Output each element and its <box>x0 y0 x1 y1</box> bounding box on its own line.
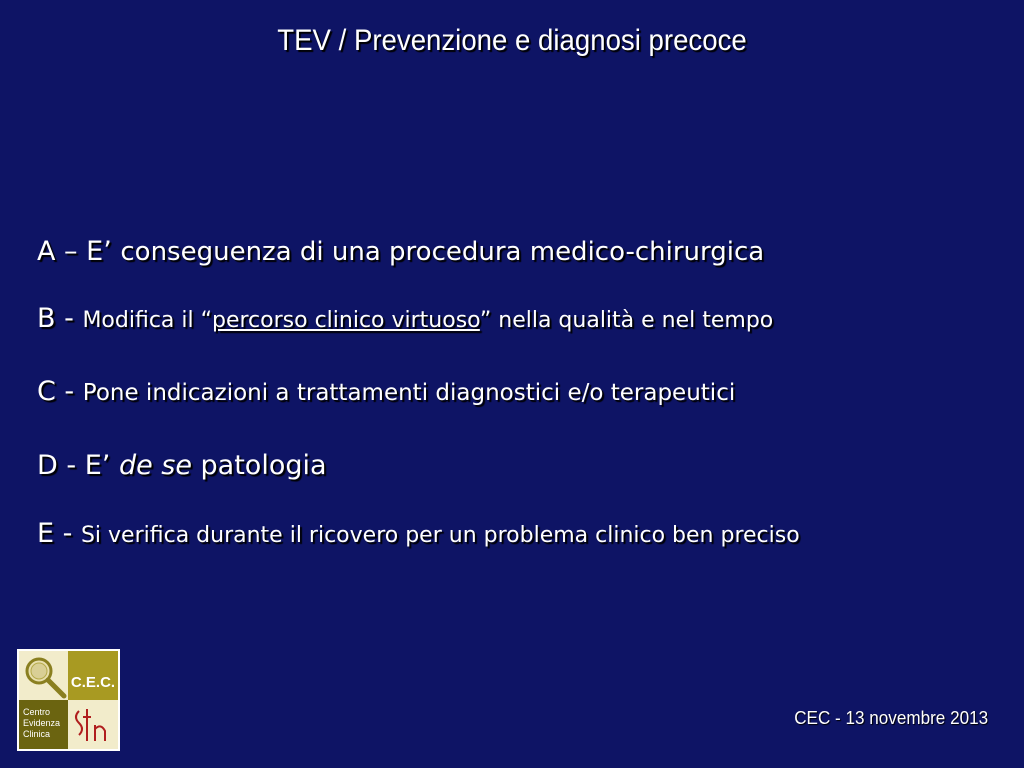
cec-logo-graphic <box>19 651 118 749</box>
cec-logo <box>17 649 120 751</box>
list-item-b <box>37 303 1007 335</box>
list-item-d <box>37 450 1007 482</box>
bullet-list <box>37 236 1007 550</box>
item-a-text: conseguenza di una procedura medico-chirurgica <box>120 237 765 267</box>
slide-footer: CEC - 13 novembre 2013 <box>794 708 988 728</box>
item-c-text: Pone indicazioni a trattamenti diagnostici e/o terapeutici <box>82 379 736 406</box>
item-b-text-after: ” nella qualità e nel tempo <box>479 308 774 334</box>
list-item-a <box>37 236 1007 268</box>
slide-title: TEV / Prevenzione e diagnosi precoce <box>277 24 747 57</box>
item-c-letter: C - <box>37 375 83 407</box>
item-d-letter: D - E’ <box>37 450 119 482</box>
list-item-e <box>37 518 1007 550</box>
item-e-letter: E - <box>37 517 81 549</box>
item-a-letter: A – E’ <box>37 236 121 267</box>
item-b-letter: B - <box>37 303 83 335</box>
item-e-text: Si verifica durante il ricovero per un problema clinico ben preciso <box>80 522 800 548</box>
logo-line1: Centro <box>23 707 51 717</box>
list-item-c <box>37 376 1007 408</box>
logo-monogram-panel <box>68 700 118 749</box>
item-d-text-after: patologia <box>191 450 327 482</box>
item-b-text-underlined: percorso clinico virtuoso <box>212 308 480 334</box>
logo-abbrev: C.E.C. <box>70 674 116 691</box>
item-d-text-italic: de se <box>118 450 192 482</box>
item-b-text-before: Modifica il “ <box>82 308 212 334</box>
logo-line2: Evidenza <box>23 718 61 728</box>
logo-line3: Clinica <box>23 729 51 739</box>
